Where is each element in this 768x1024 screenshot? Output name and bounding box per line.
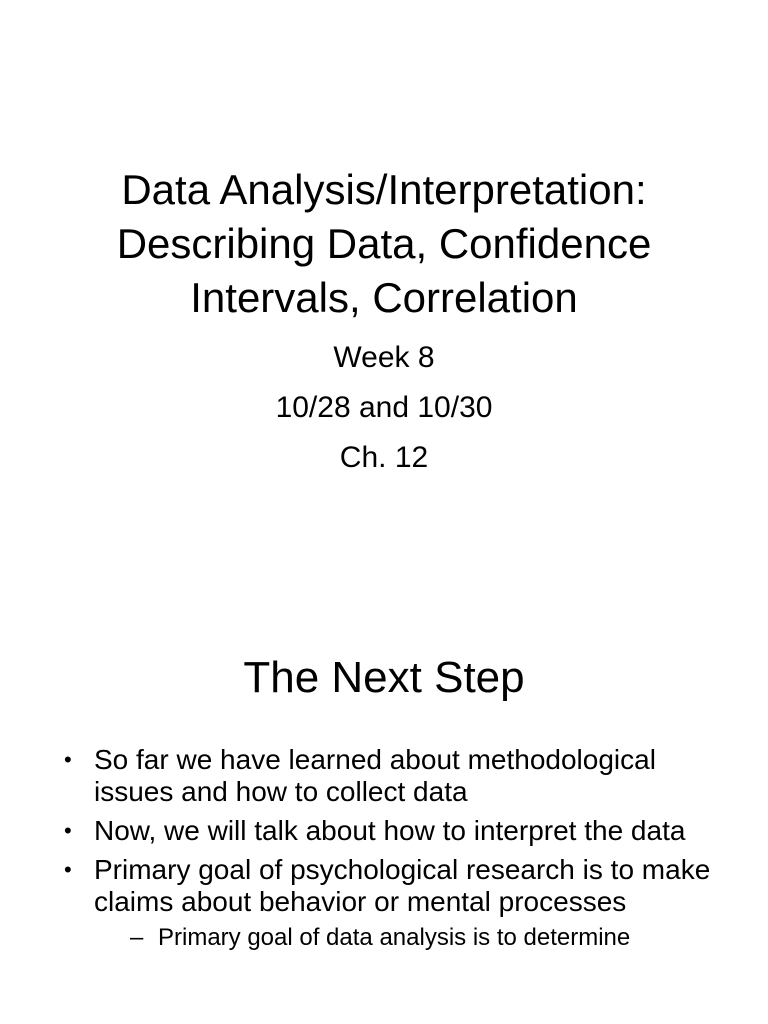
title-line: Data Analysis/Interpretation: (121, 166, 647, 213)
slide-title: The Next Step (243, 653, 525, 702)
bullet-text: Primary goal of psychological research is to make claims about behavior or mental processes (94, 854, 711, 917)
bullet-list (64, 744, 724, 960)
bullet-marker: • (64, 857, 72, 882)
slide-subtitle (0, 333, 768, 483)
content-slide (0, 576, 768, 1024)
sub-bullet-marker: – (130, 924, 144, 951)
sub-bullet-item (94, 923, 724, 953)
bullet-marker: • (64, 818, 72, 843)
slide-title (0, 163, 768, 325)
bullet-item (64, 744, 724, 808)
bullet-text: Now, we will talk about how to interpret the data (94, 815, 686, 846)
bullet-text: So far we have learned about methodological issues and how to collect data (94, 744, 656, 807)
subtitle-week: Week 8 (333, 341, 435, 374)
subtitle-dates: 10/28 and 10/30 (275, 391, 493, 424)
subtitle-chapter: Ch. 12 (339, 441, 429, 474)
bullet-item (64, 854, 724, 953)
title-line: Describing Data, Confidence (116, 220, 652, 267)
bullet-marker: • (64, 747, 72, 772)
title-line: Intervals, Correlation (190, 274, 578, 321)
bullet-item (64, 815, 724, 847)
sub-bullet-text: Primary goal of data analysis is to determine (158, 924, 631, 951)
